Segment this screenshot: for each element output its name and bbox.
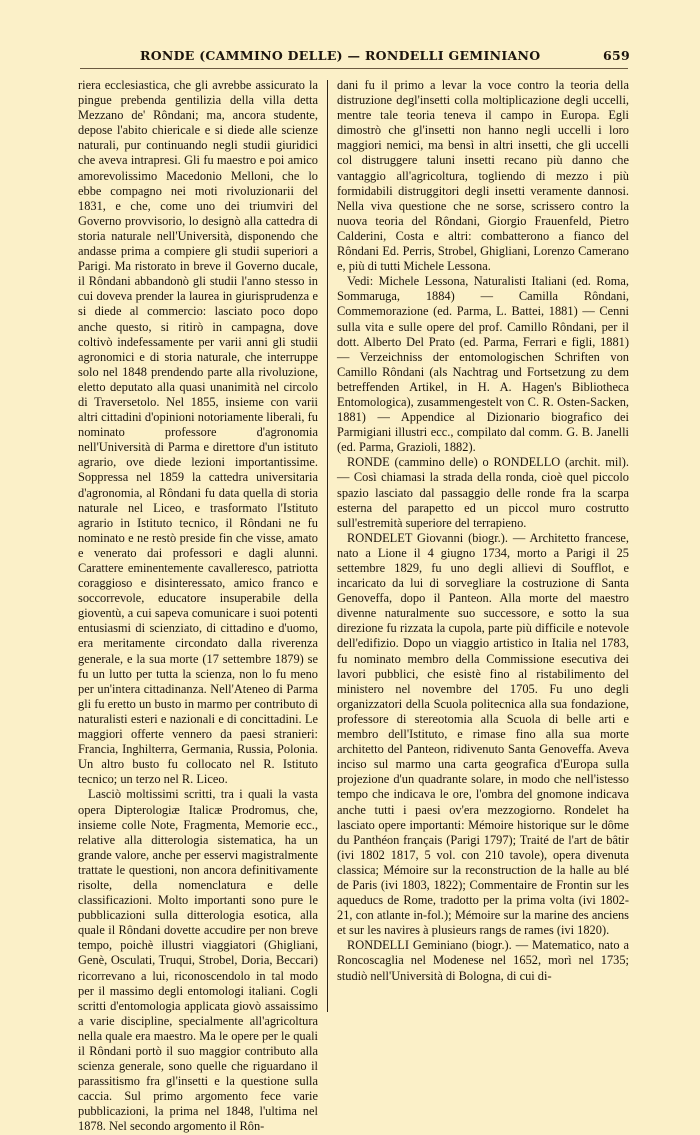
left-column bbox=[78, 78, 318, 1134]
page-header bbox=[78, 48, 630, 68]
paragraph: Vedi: Michele Lessona, Naturalisti Italiani (ed. Roma, Sommaruga, 1884) — Camilla Rôndani, Commemorazione (ed. Parma, L. Battei, 1881) — Cenni sulla vita e sulle opere del prof. Camillo Rôndani, per il dott. Alberto Del Prato (ed. Parma, Ferrari e figli, 1881) — Verzeichniss der entomologischen Schriften von Camillo Rôndani (als Nachtrag und Fortsetzung zu dem betreffenden Artikel, in H. A. Hagen's Bibliotheca Entomologica), zusammengestelt von C. R. Osten-Sacken, 1881) — Appendice al Dizionario biografico dei Parmigiani illustri ecc., compilato dal comm. G. B. Janelli (ed. Parma, Grazioli, 1882). bbox=[337, 274, 629, 455]
column-divider bbox=[327, 80, 328, 1012]
paragraph: Lasciò moltissimi scritti, tra i quali la vasta opera Dipterologiæ Italicæ Prodromus, che, insieme colle Note, Fragmenta, Memorie ecc., relative alla ditterologia sistematica, ha un grande valore, anche per esservi magistralmente trattate le questioni, non ancora definitivamente risolte, della nomenclatura e delle classificazioni. Molto importanti sono pure le pubblicazioni sulla ditterologia esotica, alla quale il Rôndani dovette accudire per non breve tempo, poichè illustri viaggiatori (Ghigliani, Genè, Osculati, Truqui, Strobel, Doria, Beccari) ricorrevano a lui, riconoscendolo in tal modo per il massimo degli entomologi italiani. Cogli scritti d'entomologia applicata giovò assaissimo a varie discipline, specialmente all'agricoltura nella quale era maestro. Ma le opere per le quali il Rôndani portò il suo maggior contributo alla scienza generale, sono quelle che riguardano il parassitismo fra gl'insetti e la questione sulla caccia. Sul primo argomento fece varie pubblicazioni, la prima nel 1848, l'ultima nel 1878. Nel secondo argomento il Rôn- bbox=[78, 787, 318, 1134]
entry-rondelet: RONDELET Giovanni (biogr.). — Architetto francese, nato a Lione il 4 giugno 1734, morto a Parigi il 25 settembre 1829, fu uno degli allievi di Soufflot, e incaricato da lui di sorvegliare la costruzione di Santa Genoveffa, dopo il Panteon. Alla morte del maestro divenne naturalmente suo successore, e sotto la sua direzione fu rizzata la cupola, parte più difficile e notevole dell'edifizio. Dopo un viaggio artistico in Italia nel 1783, fu nominato membro della Commissione esecutiva dei lavori pubblici, che esistè fino al ristabilimento del ministero nel novembre del 1705. Fu uno degli organizzatori della Scuola politecnica alla sua fondazione, professore di stereotomia alla Scuola di belle arti e membro dell'Istituto, e rimase fino alla sua morte architetto del Panteon, ridivenuto Santa Genoveffa. Aveva inciso sul marmo una carta geografica d'Europa sulla projezione d'un quadrante solare, in modo che nell'istesso tempo che indicava le ore, l'ombra del gnomone indicava anche tutti i paesi ov'era mezzogiorno. Rondelet ha lasciato opere importanti: Mémoire historique sur le dôme du Panthéon français (Parigi 1797); Traité de l'art de bâtir (ivi 1802 1817, 5 vol. con 210 tavole), opera divenuta classica; Mémoire sur la reconstruction de la halle au blé de Paris (ivi 1803, 1822); Commentaire de Frontin sur les aqueducs de Rome, tradotto per la prima volta (ivi 1802-21, con atlante in-fol.); Mémoire sur la marine des anciens et sur les navires à plusieurs rangs de rames (ivi 1820). bbox=[337, 530, 629, 938]
paragraph: dani fu il primo a levar la voce contro la teoria della distruzione degl'insetti colla moltiplicazione degli uccelli, mentre tale teoria teneva il campo in Europa. Egli dimostrò che gl'insetti non hanno negli uccelli i loro maggiori nemici, ma bensì in altri insetti, che gli uccelli col distruggere taluni insetti recano più danno che vantaggio all'agricoltura, togliendo di mezzo i più formidabili distruggitori degli insetti veramente dannosi. Nella viva questione che ne sorse, scrissero contro la nuova teoria del Rôndani, Giorgio Frauenfeld, Pietro Calderini, Costa e altri: combatterono a fianco del Rôndani Ed. Perris, Strobel, Ghigliani, Lorenzo Camerano e, più di tutti Michele Lessona. bbox=[337, 78, 629, 274]
entry-rondelli: RONDELLI Geminiano (biogr.). — Matematico, nato a Roncoscaglia nel Modenese nel 1652, morì nel 1735; studiò nell'Università di Bologna, di cui di- bbox=[337, 938, 629, 983]
entry-ronde: RONDE (cammino delle) o RONDELLO (archit. mil). — Così chiamasi la strada della ronda, cioè quel piccolo spazio lasciato dal passaggio delle ronde fra la scarpa esterna del parapetto ed un piccol muro costrutto sull'estremità superiore del terrapieno. bbox=[337, 455, 629, 530]
right-column bbox=[337, 78, 629, 1013]
header-rule bbox=[80, 68, 628, 69]
running-title: RONDE (CAMMINO DELLE) — RONDELLI GEMINIANO bbox=[140, 48, 541, 63]
page-number: 659 bbox=[603, 48, 630, 63]
paragraph: riera ecclesiastica, che gli avrebbe assicurato la pingue prebenda gentilizia della villa detta Mezzano de' Rôndani; ma, ancora studente, depose l'abito chiericale e si diede alle scienze naturali, pur continuando negli studii giuridici che aveva intrapresi. Gli fu maestro e poi amico amorevolissimo Macedonio Melloni, che lo ebbe compagno nei moti rivoluzionarii del 1831, e che, come uno dei triumviri del Governo provvisorio, lo designò alla cattedra di storia naturale nell'Università, disponendo che andasse prima a compiere gli studii superiori a Parigi. Ma ristorato in breve il Governo ducale, il Rôndani abbandonò gli studii l'anno stesso in cui doveva prender la laurea in giurisprudenza e si diede al commercio: lasciato poco dopo anche questo, si ritirò in campagna, dove coltivò indefessamente per varii anni gli studii agronomici e di storia naturale, che interruppe solo nel 1848 prendendo parte alla rivoluzione, eletto deputato alla quasi unanimità nel circolo di Traversetolo. Nel 1855, insieme con varii altri cittadini d'opinioni notoriamente liberali, fu nominato professore d'agronomia nell'Università di Parma e direttore d'un istituto agrario, ove diede lezioni importantissime. Soppressa nel 1859 la cattedra universitaria d'agronomia, al Rôndani fu data quella di storia naturale nel Liceo, e trasformato l'Istituto agrario in Istituto tecnico, il Rôndani ne fu nominato e ne restò preside fin che visse, amato e venerato dai professori e dagli alunni. Carattere eminentemente cavalleresco, patriotta coraggioso e disinteressato, amico franco e soccorrevole, educatore insuperabile della gioventù, a cui sapeva comunicare i suoi potenti entusiasmi di scienziato, di cittadino e d'uomo, era meritamente circondato dalla riverenza generale, e la sua morte (17 settembre 1879) se fu un lutto per tutta la scienza, non lo fu meno per un'intera cittadinanza. Nell'Ateneo di Parma gli fu eretto un busto in marmo per contributo di naturalisti esteri e nazionali e di concittadini. Le maggiori offerte vennero da paesi stranieri: Francia, Inghilterra, Germania, Russia, Polonia. Un altro busto fu collocato nel R. Istituto tecnico; un terzo nel R. Liceo. bbox=[78, 78, 318, 787]
